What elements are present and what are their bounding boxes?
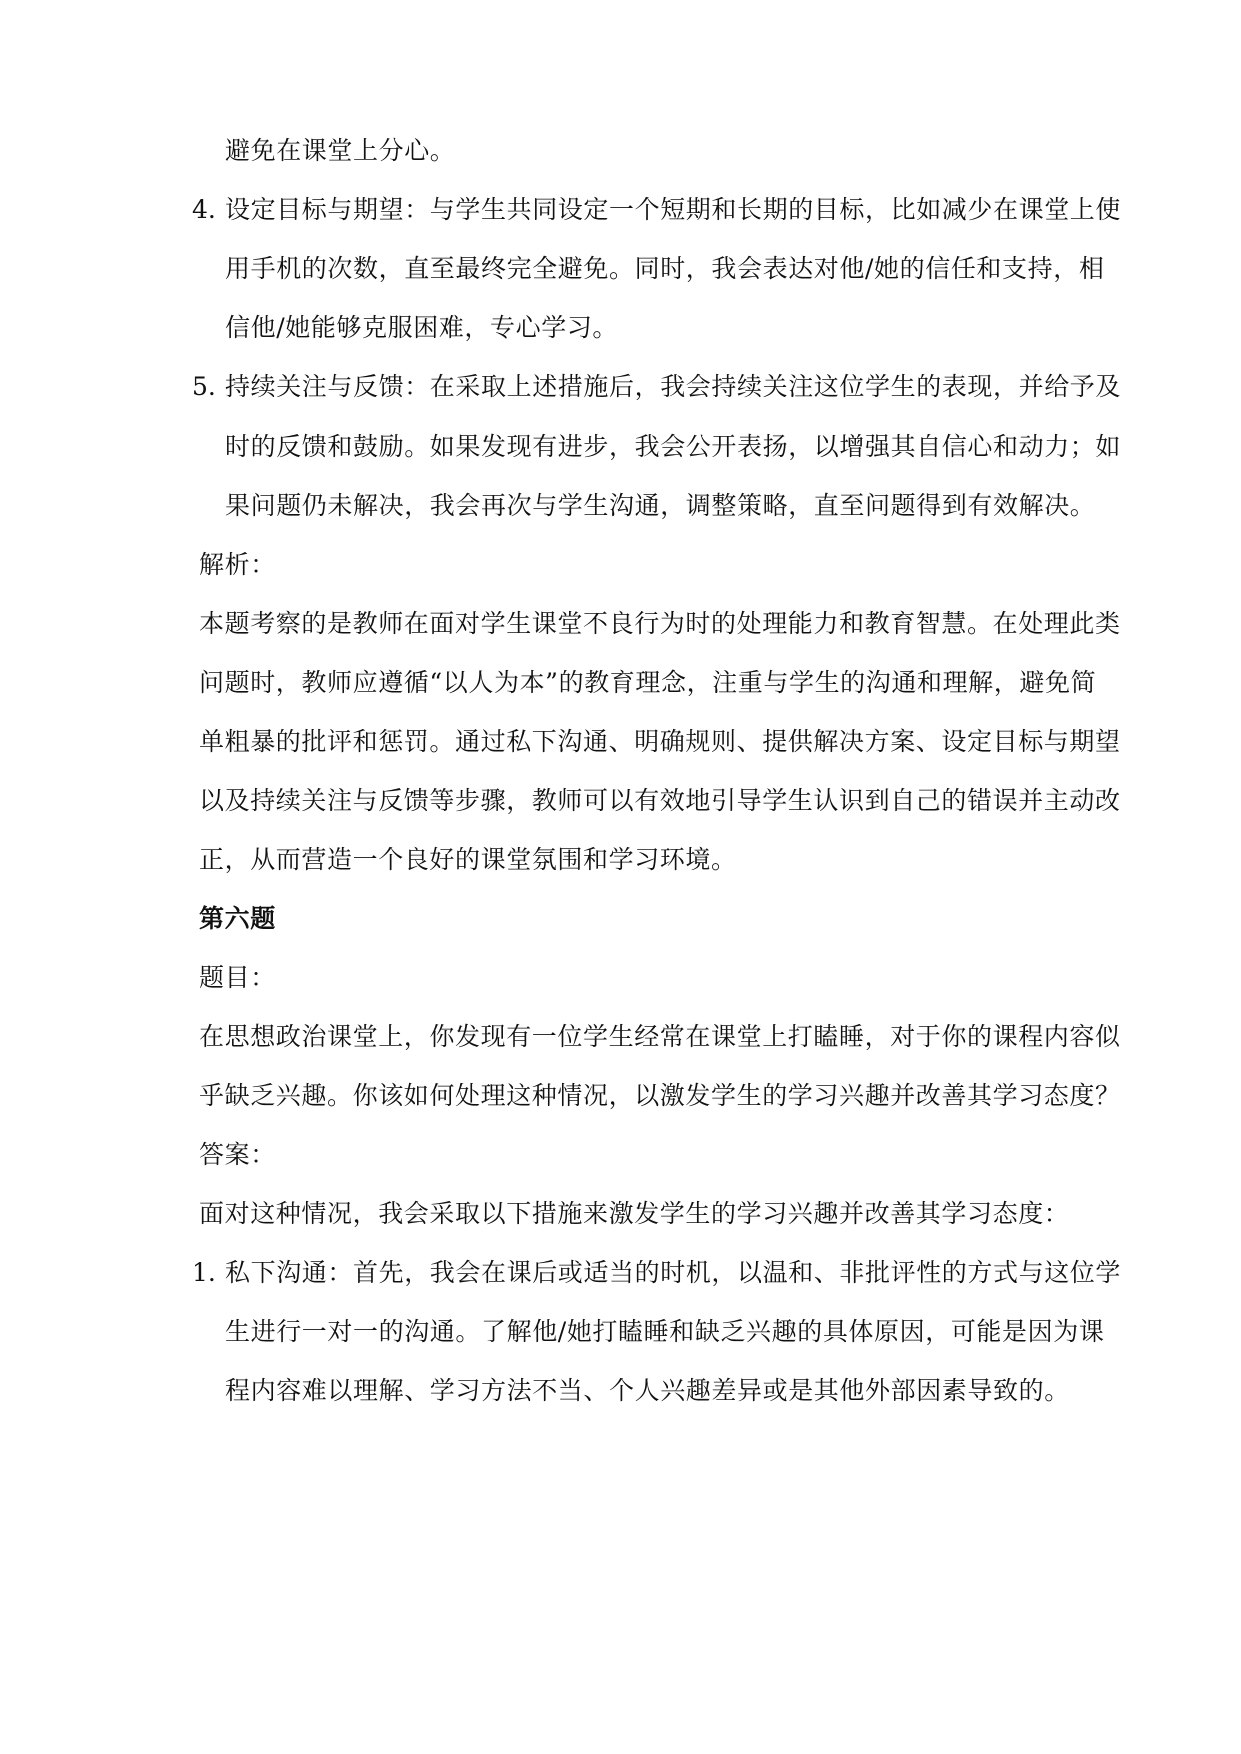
topic-label: 题目： [199,963,276,992]
list-number-1: 1. [192,1258,216,1287]
list-number-4: 4. [192,195,216,224]
analysis-line-4: 以及持续关注与反馈等步骤，教师可以有效地引导学生认识到自己的错误并主动改 [199,786,1121,815]
answer-label: 答案： [199,1140,276,1169]
item-5-line-3: 果问题仍未解决，我会再次与学生沟通，调整策略，直至问题得到有效解决。 [225,491,1096,520]
item-4-line-1: 设定目标与期望：与学生共同设定一个短期和长期的目标，比如减少在课堂上使 [225,195,1122,224]
analysis-line-1: 本题考察的是教师在面对学生课堂不良行为时的处理能力和教育智慧。在处理此类 [199,609,1121,638]
item-5-line-2: 时的反馈和鼓励。如果发现有进步，我会公开表扬，以增强其自信心和动力；如 [225,432,1122,461]
analysis-line-3: 单粗暴的批评和惩罚。通过私下沟通、明确规则、提供解决方案、设定目标与期望 [199,727,1121,756]
topic-line-2: 乎缺乏兴趣。你该如何处理这种情况，以激发学生的学习兴趣并改善其学习态度？ [199,1081,1121,1110]
topic-line-1: 在思想政治课堂上，你发现有一位学生经常在课堂上打瞌睡，对于你的课程内容似 [199,1022,1121,1051]
item-1-line-2: 生进行一对一的沟通。了解他/她打瞌睡和缺乏兴趣的具体原因，可能是因为课 [225,1317,1105,1346]
item-4-line-2: 用手机的次数，直至最终完全避免。同时，我会表达对他/她的信任和支持，相 [225,254,1105,283]
analysis-line-5: 正，从而营造一个良好的课堂氛围和学习环境。 [199,845,737,874]
list-number-5: 5. [192,372,216,401]
item-4-line-3: 信他/她能够克服困难，专心学习。 [225,313,619,342]
question-6-heading: 第六题 [199,904,276,933]
item-5-line-1: 持续关注与反馈：在采取上述措施后，我会持续关注这位学生的表现，并给予及 [225,372,1122,401]
answer-intro: 面对这种情况，我会采取以下措施来激发学生的学习兴趣并改善其学习态度： [199,1199,1070,1228]
analysis-line-2: 问题时，教师应遵循“以人为本”的教育理念，注重与学生的沟通和理解，避免简 [199,668,1097,697]
analysis-label: 解析： [199,550,276,579]
item-1-line-3: 程内容难以理解、学习方法不当、个人兴趣差异或是其他外部因素导致的。 [225,1376,1070,1405]
item-3-continuation: 避免在课堂上分心。 [225,136,456,165]
item-1-line-1: 私下沟通：首先，我会在课后或适当的时机，以温和、非批评性的方式与这位学 [225,1258,1122,1287]
